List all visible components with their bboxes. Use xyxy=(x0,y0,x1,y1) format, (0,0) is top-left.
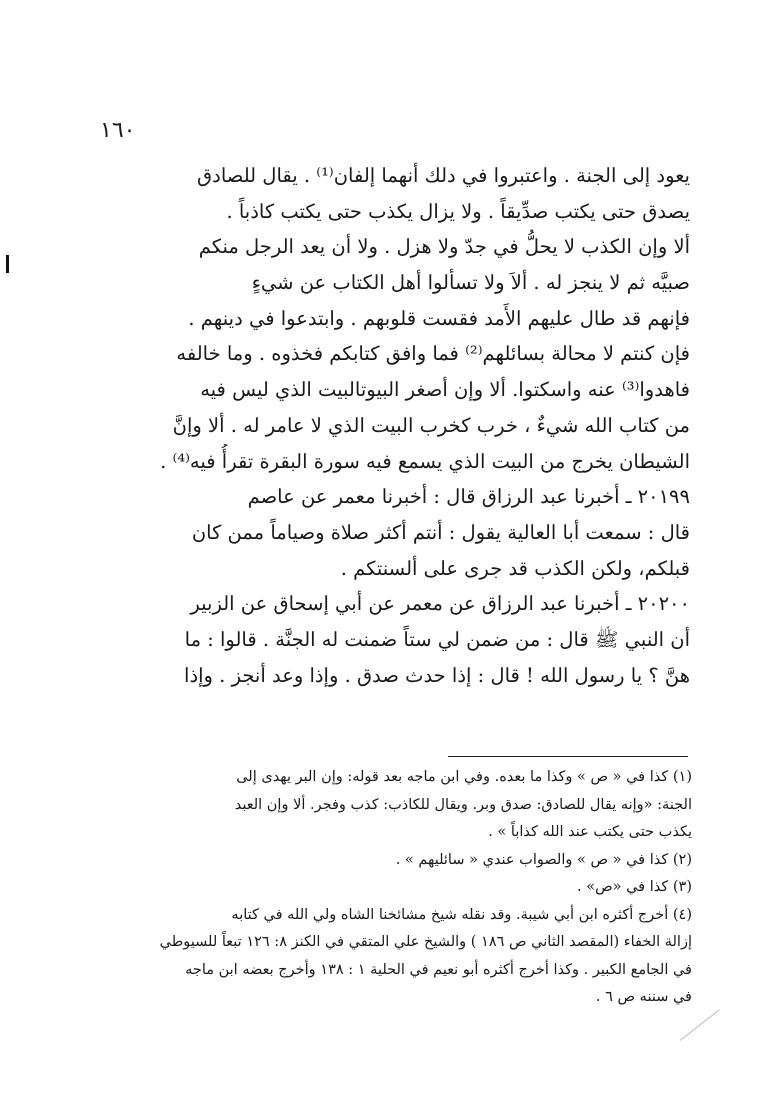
text-line: قبلكم، ولكن الكذب قد جرى على ألسنتكم . xyxy=(340,556,690,580)
text-line: صبيَّه ثم لا ينجز له . ألاَ ولا تسألوا أهل الكتاب عن شيءٍ xyxy=(251,271,690,295)
footnote-line: يكذب حتى يكتب عند الله كذاباً » . xyxy=(488,824,692,840)
page-number: ١٦٠ xyxy=(100,118,136,143)
text-line: فإن كنتم لا محالة بسائلهم⁽²⁾ فما وافق كتابكم فخذوه . وما خالفه xyxy=(176,342,690,366)
text-line: فإنهم قد طال عليهم الأَمد فقست قلوبهم . وابتدعوا في دينهم . xyxy=(188,306,690,330)
footnote-3-line: (٣) كذا في «ص» . xyxy=(576,879,692,895)
hadith-20199-line: ٢٠١٩٩ ـ أخبرنا عبد الرزاق قال : أخبرنا معمر عن عاصم xyxy=(247,485,690,509)
text-line: قال : سمعت أبا العالية يقول : أنتم أكثر صلاة وصياماً ممن كان xyxy=(191,520,690,544)
text-line: ألا وإن الكذب لا يحلُّ في جدّ ولا هزل . ولا أن يعد الرجل منكم xyxy=(198,235,690,259)
hadith-20200-line: ٢٠٢٠٠ ـ أخبرنا عبد الرزاق عن معمر عن أبي إسحاق عن الزبير xyxy=(190,592,690,616)
footnote-line: الجنة: «وإنه يقال للصادق: صدق وبر. ويقال للكاذب: كذب وفجر. ألا وإن العبد xyxy=(234,796,692,813)
scan-corner-mark xyxy=(680,1009,720,1041)
footnote-divider xyxy=(448,756,688,757)
scan-mark xyxy=(6,255,9,273)
text-line: يعود إلى الجنة . واعتبروا في دلك أنهما إلفان⁽¹⁾ . يقال للصادق xyxy=(197,164,690,187)
footnote-1-line: (١) كذا في « ص » وكذا ما بعده. وفي ابن ماجه بعد قوله: وإن البر يهدى إلى xyxy=(236,769,692,785)
text-line: يصدق حتى يكتب صدِّيقاً . ولا يزال يكذب حتى يكتب كاذباً . xyxy=(226,199,690,223)
footnotes xyxy=(104,764,692,1012)
text-line: من كتاب الله شيءٌ ، خرب كخرب البيت الذي لا عامر له . ألا وإنَّ xyxy=(172,413,690,437)
text-line: أن النبي ﷺ قال : من ضمن لي ستاً ضمنت له الجنَّة . قالوا : ما xyxy=(184,627,690,651)
main-text xyxy=(108,158,690,693)
text-line: الشيطان يخرج من البيت الذي يسمع فيه سورة البقرة تقرأُ فيه⁽⁴⁾ . xyxy=(160,449,690,473)
footnote-2-line: (٢) كذا في « ص » والصواب عندي « سائليهم » . xyxy=(395,851,692,868)
text-line: هنَّ ؟ يا رسول الله ! قال : إذا حدث صدق . وإذا وعد أنجز . وإذا xyxy=(184,663,690,687)
text-line: فاهدوا⁽³⁾ عنه واسكتوا. ألا وإن أصغر البيوتالبيت الذي ليس فيه xyxy=(200,378,690,402)
footnote-4-line: (٤) أخرج أكثره ابن أبي شيبة. وقد نقله شيخ مشائخنا الشاه ولي الله في كتابه xyxy=(231,906,692,923)
footnote-line: في سننه ص ٦ . xyxy=(595,989,692,1005)
footnote-line: إزالة الخفاء (المقصد الثاني ص ١٨٦ ) والشيخ علي المتقي في الكنز ٨: ١٢٦ تبعاً للسيوطي xyxy=(159,934,692,950)
footnote-line: في الجامع الكبير . وكذا أخرج أكثره أبو نعيم في الحلية ١ : ١٣٨ وأخرج بعضه ابن ماجه xyxy=(185,961,692,978)
